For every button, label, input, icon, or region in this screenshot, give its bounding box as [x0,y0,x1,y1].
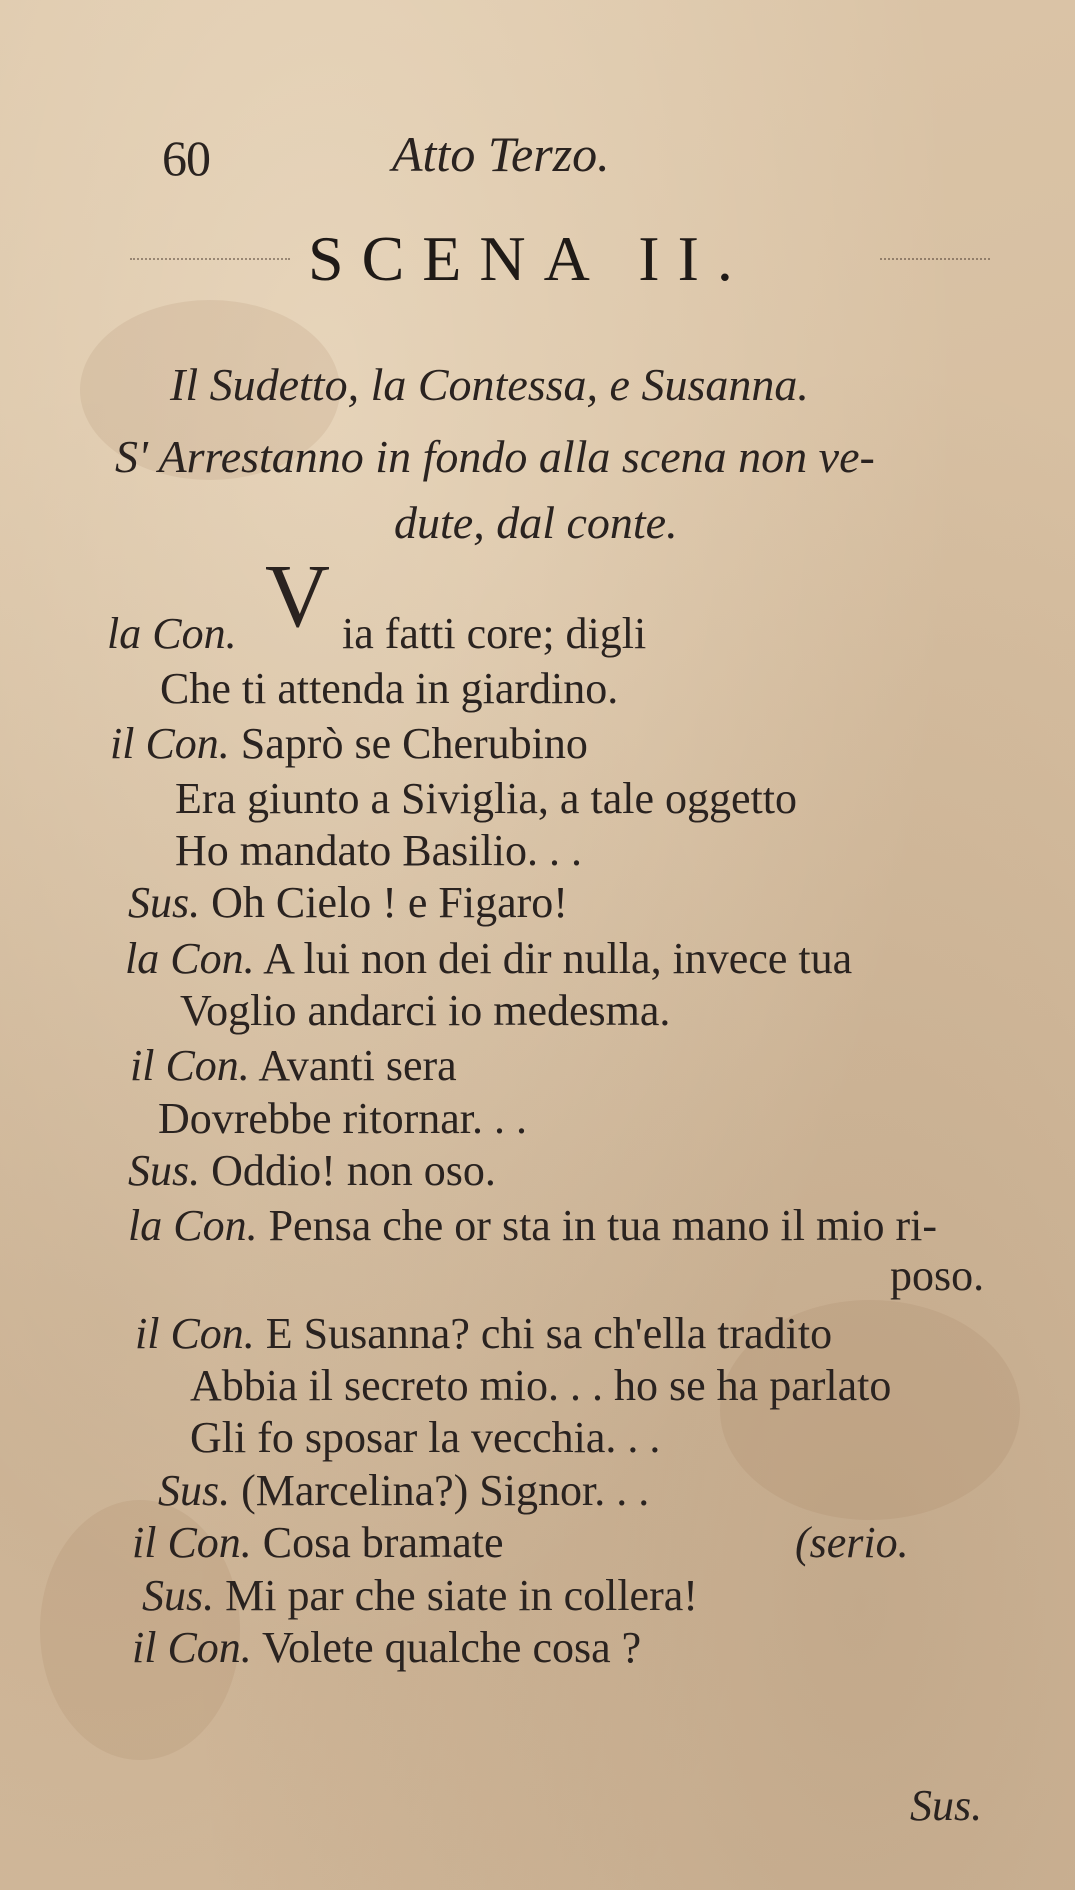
dialogue-text: Voglio andarci io medesma. [180,986,671,1035]
speaker-label: Sus. [128,1146,201,1195]
dialogue-line [132,1622,641,1673]
dialogue-line [128,1145,496,1196]
dialogue-line [125,933,852,984]
speaker-label: la Con. [128,1201,258,1250]
dialogue-line [142,1570,698,1621]
dialogue-text: Gli fo sposar la vecchia. . . [190,1413,661,1462]
dialogue-line [190,1412,660,1463]
dialogue-text: A lui non dei dir nulla, invece tua [263,934,853,983]
speaker-label: il Con. [130,1041,250,1090]
dialogue-text: Che ti attenda in giardino. [160,664,619,713]
dialogue-line [107,608,647,659]
dialogue-line [130,1040,457,1091]
stage-direction-line: dute, dal conte. [394,497,678,548]
title-ornament-right [880,258,990,266]
drop-cap: V [265,547,330,646]
dialogue-line [890,1250,984,1301]
dialogue-text: Oh Cielo ! e Figaro! [211,878,568,927]
speaker-label: Sus. [142,1571,215,1620]
dialogue-line [128,1200,937,1251]
dialogue-line [158,1465,649,1516]
dialogue-text: poso. [890,1251,985,1300]
speaker-label: la Con. [107,609,237,658]
speaker-label: il Con. [135,1309,255,1358]
dialogue-text: Oddio! non oso. [211,1146,496,1195]
dialogue-text: Avanti sera [258,1041,457,1090]
dialogue-text: Cosa bramate [262,1518,504,1567]
speaker-label: il Con. [132,1518,252,1567]
stage-direction-line: Il Sudetto, la Contessa, e Susanna. [170,359,809,410]
dialogue-line [175,773,797,824]
stage-direction-line: S' Arrestanno in fondo alla scena non ve- [115,431,875,482]
dialogue-text: Mi par che siate in collera! [225,1571,698,1620]
dialogue-line [160,663,618,714]
dialogue-text: Pensa che or sta in tua mano il mio ri- [268,1201,937,1250]
dialogue-text: Abbia il secreto mio. . . ho se ha parlato [190,1361,892,1410]
dialogue-line [180,985,670,1036]
dialogue-text: Ho mandato Basilio. . . [175,826,582,875]
dialogue-text: (Marcelina?) Signor. . . [241,1466,650,1515]
dialogue-text: (serio. [795,1518,909,1567]
speaker-label: Sus. [128,878,201,927]
dialogue-line [158,1093,527,1144]
speaker-label: il Con. [132,1623,252,1672]
dialogue-line [135,1308,832,1359]
dialogue-line [795,1517,909,1568]
dialogue-text: Volete qualche cosa ? [262,1623,642,1672]
dialogue-line [132,1517,504,1568]
catchword: Sus. [910,1781,983,1830]
dialogue-text: ia fatti core; digli [342,609,647,658]
page-number: 60 [162,130,210,186]
dialogue-line [175,825,582,876]
speaker-label: Sus. [158,1466,231,1515]
scene-title: SCENA II. [308,223,751,294]
page-header [160,125,1000,185]
dialogue-text: Saprò se Cherubino [240,719,588,768]
dialogue-line [110,718,588,769]
title-ornament-left [130,258,290,266]
dialogue-line [190,1360,891,1411]
dialogue-text: E Susanna? chi sa ch'ella tradito [265,1309,833,1358]
dialogue-text: Dovrebbe ritornar. . . [158,1094,527,1143]
speaker-label: la Con. [125,934,255,983]
running-head: Atto Terzo. [392,126,610,182]
dialogue-text: Era giunto a Siviglia, a tale oggetto [175,774,797,823]
speaker-label: il Con. [110,719,230,768]
dialogue-line [128,877,568,928]
